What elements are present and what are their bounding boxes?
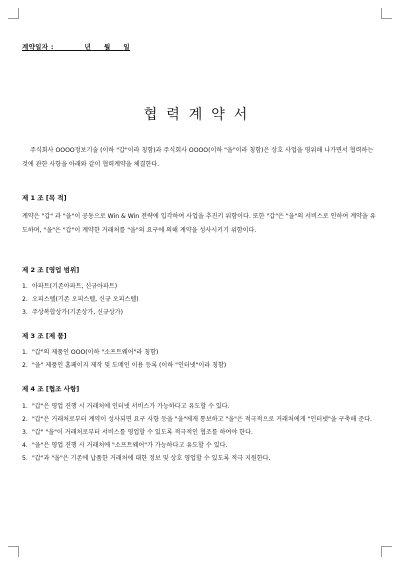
corner-mark-bottom-right xyxy=(381,546,392,557)
list-item: 2. "갑"은 거래처로부터 계약이 성사되면 요구 사항 등을 "을"에게 통보하고 "을"은 적극적으로 거래처에게 "인터넷"을 구축해 준다. xyxy=(22,416,372,423)
contract-date-label: 계약일자 : xyxy=(22,43,54,51)
list-item: 2. "을" 제품인 홈페이지 제작 및 도메인 이용 등록 (이하 "인터넷"이라 칭함) xyxy=(22,362,227,369)
article-1-body: 계약은 "갑" 과 "을"이 공동으로 Win & Win 전략에 입각하여 사업을 추진키 위함이다. 또한 "갑"은 "을"의 서비스로 인하여 계약을 유도하며, "을"은 "갑"이 계약한 거래처를 "을"의 요구에 의해 계약을 성사시키기 위함이다. xyxy=(22,213,376,234)
article-3-heading: 제 3 조 [제 품] xyxy=(22,332,67,340)
list-item: 1. "갑"은 영업 진행 시 거래처에 인터넷 서비스가 가능하다고 유도할 수 있다. xyxy=(22,403,230,410)
article-2-list xyxy=(22,280,378,319)
list-item: 2. 오피스텔(기존 오피스텔, 신규 오피스텔) xyxy=(22,296,139,303)
contract-date-line xyxy=(22,42,130,51)
list-item: 1. "갑"의 제품인 OOO(이하 "소프트웨어"라 칭함) xyxy=(22,349,159,356)
contract-date-day: 일 xyxy=(123,43,130,51)
corner-mark-top-right xyxy=(381,8,392,19)
list-item: 5. "갑"과 "을"은 기존에 납품한 거래처에 대한 정보 및 상호 영업할 수 있도록 적극 지원한다. xyxy=(22,455,271,462)
list-item: 3. 주상복합상가(기존상가, 신규상가) xyxy=(22,309,124,316)
list-item: 3. "갑" "을"이 거래처로부터 서비스를 영업할 수 있도록 적극적인 협조를 하여야 한다. xyxy=(22,429,253,436)
contract-date-year: 년 xyxy=(84,43,92,51)
document-title: 협력계약서 xyxy=(143,107,257,123)
intro-paragraph: 주식회사 OOOO정보기술 (이하 "갑"이라 칭함)과 주식회사 OOOO(이하 "을"이라 칭함)은 상호 사업을 영위해 나가면서 협력하는 것에 관한 사항을 아래와 같이 협력계약을 체결한다. xyxy=(22,147,374,168)
contract-date-month: 월 xyxy=(103,43,111,51)
corner-mark-bottom-left xyxy=(8,546,19,557)
article-4-list xyxy=(22,400,378,465)
article-4-heading: 제 4 조 [협조 사항] xyxy=(22,385,80,393)
article-1-heading: 제 1 조 [목 적] xyxy=(22,194,67,202)
list-item: 1. 아파트(기존아파트, 신규아파트) xyxy=(22,283,118,290)
article-2-heading: 제 2 조 [영업 범위] xyxy=(22,266,80,274)
corner-mark-top-left xyxy=(8,8,19,19)
article-3-list xyxy=(22,346,378,372)
list-item: 4. "을"은 영업 진행 시 거래처에 "소프트웨어"가 가능하다고 유도할 수 있다. xyxy=(22,442,228,449)
